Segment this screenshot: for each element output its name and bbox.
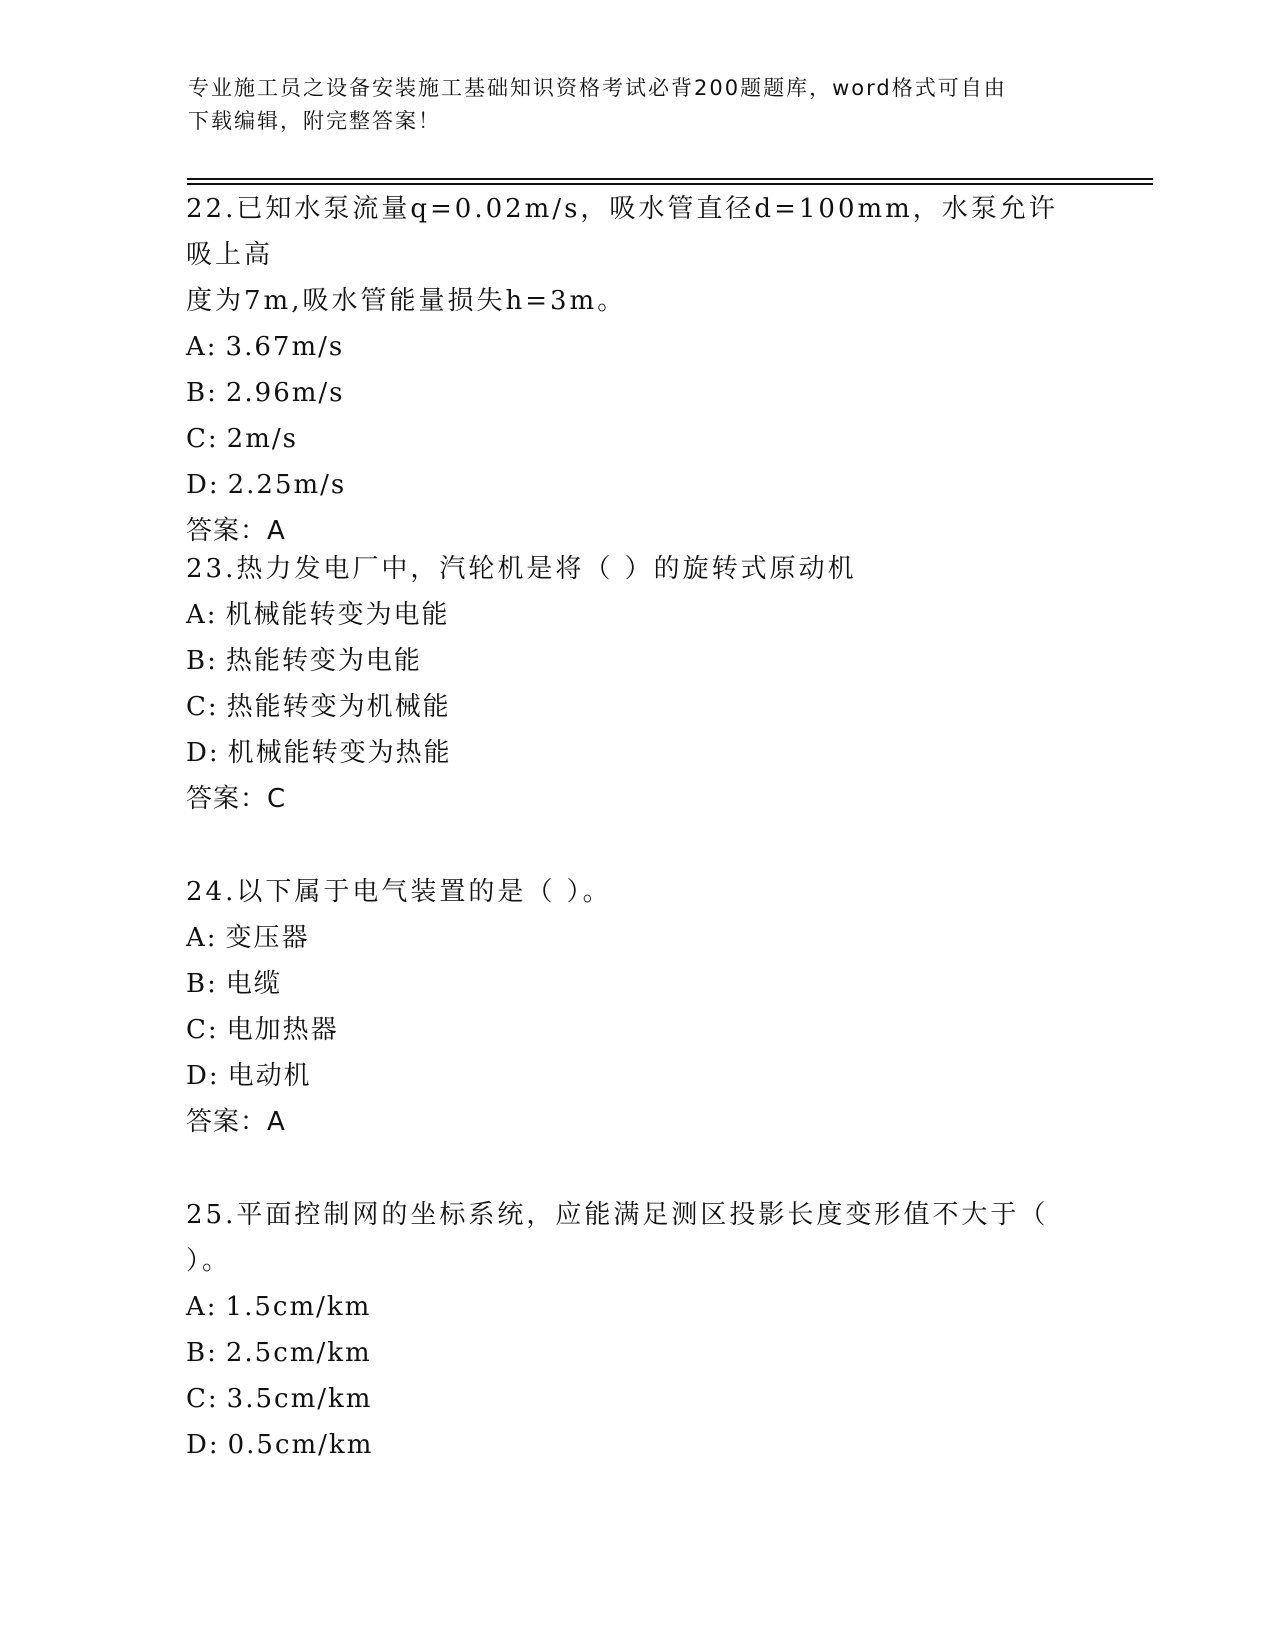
option-a [186, 324, 1066, 370]
option-text: 机械能转变为电能 [225, 600, 450, 630]
question-25 [186, 1192, 1066, 1468]
option-text: 机械能转变为热能 [227, 738, 452, 768]
option-label: C: [186, 692, 219, 722]
option-a [186, 915, 1066, 961]
option-text: 变压器 [225, 923, 310, 953]
option-b [186, 1330, 1066, 1376]
question-22 [186, 186, 1066, 554]
option-text: 2m/s [226, 424, 298, 454]
option-text: 3.5cm/km [226, 1384, 373, 1414]
option-label: D: [186, 1430, 220, 1460]
document-header [188, 72, 1068, 138]
header-divider-top [187, 178, 1153, 180]
option-d [186, 1053, 1066, 1099]
option-text: 2.5cm/km [225, 1338, 372, 1368]
option-d [186, 462, 1066, 508]
option-label: B: [186, 969, 218, 999]
header-line-1: 专业施工员之设备安装施工基础知识资格考试必背200题题库，word格式可自由 [188, 76, 1007, 100]
option-text: 电加热器 [226, 1015, 339, 1045]
option-label: D: [186, 1061, 220, 1091]
option-d [186, 730, 1066, 776]
option-label: B: [186, 646, 218, 676]
option-label: D: [186, 470, 220, 500]
option-text: 热能转变为电能 [225, 646, 422, 676]
option-a [186, 592, 1066, 638]
question-stem-line: 22.已知水泵流量q=0.02m/s，吸水管直径d=100mm，水泵允许吸上高 [186, 194, 1058, 270]
option-label: A: [186, 600, 218, 630]
option-c [186, 684, 1066, 730]
option-b [186, 370, 1066, 416]
question-stem-line: 24.以下属于电气装置的是（ ）。 [186, 877, 612, 907]
option-c [186, 416, 1066, 462]
option-label: B: [186, 1338, 218, 1368]
option-text: 2.96m/s [225, 378, 345, 408]
header-line-2: 下载编辑，附完整答案！ [188, 109, 441, 133]
option-d [186, 1422, 1066, 1468]
option-label: C: [186, 424, 219, 454]
question-24 [186, 869, 1066, 1145]
question-stem-line: 25.平面控制网的坐标系统，应能满足测区投影长度变形值不大于（ [186, 1200, 1049, 1230]
option-c [186, 1376, 1066, 1422]
option-label: A: [186, 332, 218, 362]
option-a [186, 1284, 1066, 1330]
option-label: B: [186, 378, 218, 408]
option-label: A: [186, 923, 218, 953]
option-text: 1.5cm/km [225, 1292, 372, 1322]
option-text: 0.5cm/km [227, 1430, 374, 1460]
option-text: 热能转变为机械能 [226, 692, 451, 722]
option-label: A: [186, 1292, 218, 1322]
answer-line: 答案：A [186, 1107, 286, 1137]
option-b [186, 961, 1066, 1007]
question-23 [186, 546, 1066, 822]
answer-line: 答案：C [186, 784, 287, 814]
question-stem-line: 23.热力发电厂中，汽轮机是将（ ）的旋转式原动机 [186, 554, 857, 584]
option-text: 2.25m/s [227, 470, 347, 500]
option-text: 电动机 [227, 1061, 312, 1091]
header-divider-bottom [187, 183, 1153, 185]
answer-line: 答案：A [186, 516, 286, 546]
option-label: C: [186, 1015, 219, 1045]
option-text: 电缆 [225, 969, 282, 999]
question-stem-line: 度为7m,吸水管能量损失h=3m。 [186, 286, 627, 316]
option-b [186, 638, 1066, 684]
option-c [186, 1007, 1066, 1053]
option-text: 3.67m/s [225, 332, 345, 362]
question-stem-line: ）。 [186, 1246, 232, 1276]
option-label: D: [186, 738, 220, 768]
option-label: C: [186, 1384, 219, 1414]
